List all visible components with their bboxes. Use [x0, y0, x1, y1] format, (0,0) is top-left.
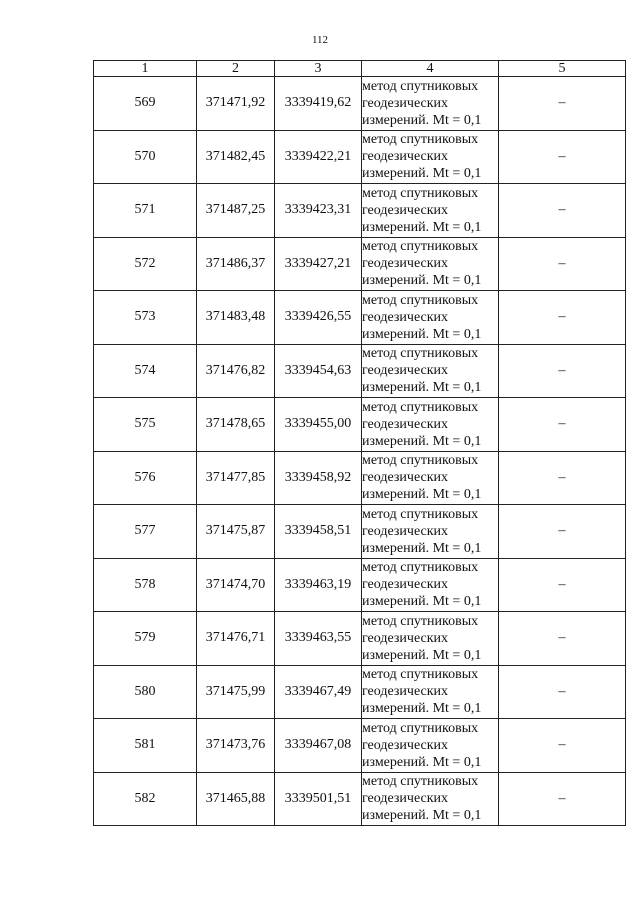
- coordinate-x: 371482,45: [197, 130, 275, 184]
- method-line: метод спутниковых: [362, 453, 479, 469]
- column-5-value: –: [499, 77, 626, 131]
- method-line: измерений. Mt = 0,1: [362, 326, 482, 342]
- coordinate-x: 371471,92: [197, 77, 275, 131]
- coordinate-x: 371465,88: [197, 772, 275, 826]
- point-number: 571: [94, 184, 197, 238]
- method-line: метод спутниковых: [362, 185, 479, 201]
- coordinate-y: 3339426,55: [275, 291, 362, 345]
- method-line: метод спутниковых: [362, 613, 479, 629]
- table-row: [94, 665, 626, 719]
- point-number: 575: [94, 398, 197, 452]
- method-line: геодезических: [362, 470, 449, 486]
- table-row: [94, 77, 626, 131]
- method-line: геодезических: [362, 791, 449, 807]
- coordinate-y: 3339455,00: [275, 398, 362, 452]
- column-5-value: –: [499, 612, 626, 666]
- method-line: геодезических: [362, 416, 449, 432]
- point-number: 569: [94, 77, 197, 131]
- coordinate-y: 3339423,31: [275, 184, 362, 238]
- method-line: геодезических: [362, 737, 449, 753]
- point-number: 578: [94, 558, 197, 612]
- coordinate-y: 3339467,49: [275, 665, 362, 719]
- method-line: измерений. Mt = 0,1: [362, 594, 482, 610]
- coordinate-y: 3339458,51: [275, 505, 362, 559]
- coordinate-y: 3339422,21: [275, 130, 362, 184]
- table-row: [94, 505, 626, 559]
- coordinate-x: 371483,48: [197, 291, 275, 345]
- method-line: геодезических: [362, 309, 449, 325]
- point-number: 572: [94, 237, 197, 291]
- column-5-value: –: [499, 398, 626, 452]
- column-5-value: –: [499, 237, 626, 291]
- table-row: [94, 398, 626, 452]
- column-5-value: –: [499, 719, 626, 773]
- method-description: [362, 451, 499, 505]
- column-header-2: 2: [197, 61, 275, 77]
- column-header-5: 5: [499, 61, 626, 77]
- method-line: метод спутниковых: [362, 720, 479, 736]
- point-number: 580: [94, 665, 197, 719]
- point-number: 581: [94, 719, 197, 773]
- method-description: [362, 558, 499, 612]
- method-description: [362, 130, 499, 184]
- point-number: 570: [94, 130, 197, 184]
- point-number: 576: [94, 451, 197, 505]
- coordinate-y: 3339454,63: [275, 344, 362, 398]
- column-5-value: –: [499, 665, 626, 719]
- table-row: [94, 344, 626, 398]
- table-row: [94, 558, 626, 612]
- method-description: [362, 772, 499, 826]
- method-line: геодезических: [362, 149, 449, 165]
- method-line: измерений. Mt = 0,1: [362, 273, 482, 289]
- method-description: [362, 398, 499, 452]
- page-number: 112: [311, 34, 329, 46]
- table-row: [94, 612, 626, 666]
- method-line: измерений. Mt = 0,1: [362, 219, 482, 235]
- method-line: геодезических: [362, 577, 449, 593]
- method-line: геодезических: [362, 363, 449, 379]
- method-line: измерений. Mt = 0,1: [362, 166, 482, 182]
- column-5-value: –: [499, 184, 626, 238]
- method-line: измерений. Mt = 0,1: [362, 380, 482, 396]
- table-body: [94, 77, 626, 826]
- method-line: измерений. Mt = 0,1: [362, 754, 482, 770]
- table-row: [94, 184, 626, 238]
- method-line: измерений. Mt = 0,1: [362, 487, 482, 503]
- coordinate-y: 3339458,92: [275, 451, 362, 505]
- coordinate-y: 3339419,62: [275, 77, 362, 131]
- point-number: 579: [94, 612, 197, 666]
- method-description: [362, 505, 499, 559]
- coordinate-y: 3339467,08: [275, 719, 362, 773]
- method-line: метод спутниковых: [362, 292, 479, 308]
- method-line: геодезических: [362, 256, 449, 272]
- column-5-value: –: [499, 130, 626, 184]
- coordinate-x: 371476,71: [197, 612, 275, 666]
- coordinate-y: 3339463,55: [275, 612, 362, 666]
- method-line: геодезических: [362, 95, 449, 111]
- coordinate-y: 3339463,19: [275, 558, 362, 612]
- coordinate-y: 3339427,21: [275, 237, 362, 291]
- method-description: [362, 237, 499, 291]
- table-row: [94, 451, 626, 505]
- coordinate-x: 371475,99: [197, 665, 275, 719]
- table-row: [94, 130, 626, 184]
- column-header-3: 3: [275, 61, 362, 77]
- method-description: [362, 719, 499, 773]
- coordinate-x: 371476,82: [197, 344, 275, 398]
- point-number: 573: [94, 291, 197, 345]
- column-5-value: –: [499, 344, 626, 398]
- table-header-row: [94, 61, 626, 77]
- column-5-value: –: [499, 772, 626, 826]
- method-line: метод спутниковых: [362, 560, 479, 576]
- method-line: измерений. Mt = 0,1: [362, 112, 482, 128]
- method-description: [362, 184, 499, 238]
- coordinate-x: 371475,87: [197, 505, 275, 559]
- column-5-value: –: [499, 505, 626, 559]
- method-line: измерений. Mt = 0,1: [362, 540, 482, 556]
- point-number: 574: [94, 344, 197, 398]
- method-description: [362, 344, 499, 398]
- method-line: измерений. Mt = 0,1: [362, 433, 482, 449]
- method-line: метод спутниковых: [362, 239, 479, 255]
- coordinate-x: 371473,76: [197, 719, 275, 773]
- coordinate-x: 371478,65: [197, 398, 275, 452]
- table-row: [94, 719, 626, 773]
- table-row: [94, 772, 626, 826]
- method-line: метод спутниковых: [362, 774, 479, 790]
- coordinate-x: 371486,37: [197, 237, 275, 291]
- column-5-value: –: [499, 291, 626, 345]
- method-line: геодезических: [362, 630, 449, 646]
- method-line: метод спутниковых: [362, 78, 479, 94]
- method-line: метод спутниковых: [362, 346, 479, 362]
- coordinate-x: 371487,25: [197, 184, 275, 238]
- column-header-1: 1: [94, 61, 197, 77]
- method-description: [362, 612, 499, 666]
- column-5-value: –: [499, 558, 626, 612]
- method-line: измерений. Mt = 0,1: [362, 808, 482, 824]
- method-line: измерений. Mt = 0,1: [362, 647, 482, 663]
- method-description: [362, 665, 499, 719]
- coordinate-y: 3339501,51: [275, 772, 362, 826]
- column-header-4: 4: [362, 61, 499, 77]
- method-line: метод спутниковых: [362, 132, 479, 148]
- method-line: геодезических: [362, 523, 449, 539]
- method-line: метод спутниковых: [362, 399, 479, 415]
- method-line: метод спутниковых: [362, 667, 479, 683]
- method-description: [362, 77, 499, 131]
- point-number: 577: [94, 505, 197, 559]
- method-line: геодезических: [362, 684, 449, 700]
- table-row: [94, 237, 626, 291]
- method-description: [362, 291, 499, 345]
- table-row: [94, 291, 626, 345]
- coordinate-x: 371477,85: [197, 451, 275, 505]
- method-line: измерений. Mt = 0,1: [362, 701, 482, 717]
- coordinate-x: 371474,70: [197, 558, 275, 612]
- method-line: геодезических: [362, 202, 449, 218]
- column-5-value: –: [499, 451, 626, 505]
- point-number: 582: [94, 772, 197, 826]
- coordinates-table: [93, 60, 626, 826]
- method-line: метод спутниковых: [362, 506, 479, 522]
